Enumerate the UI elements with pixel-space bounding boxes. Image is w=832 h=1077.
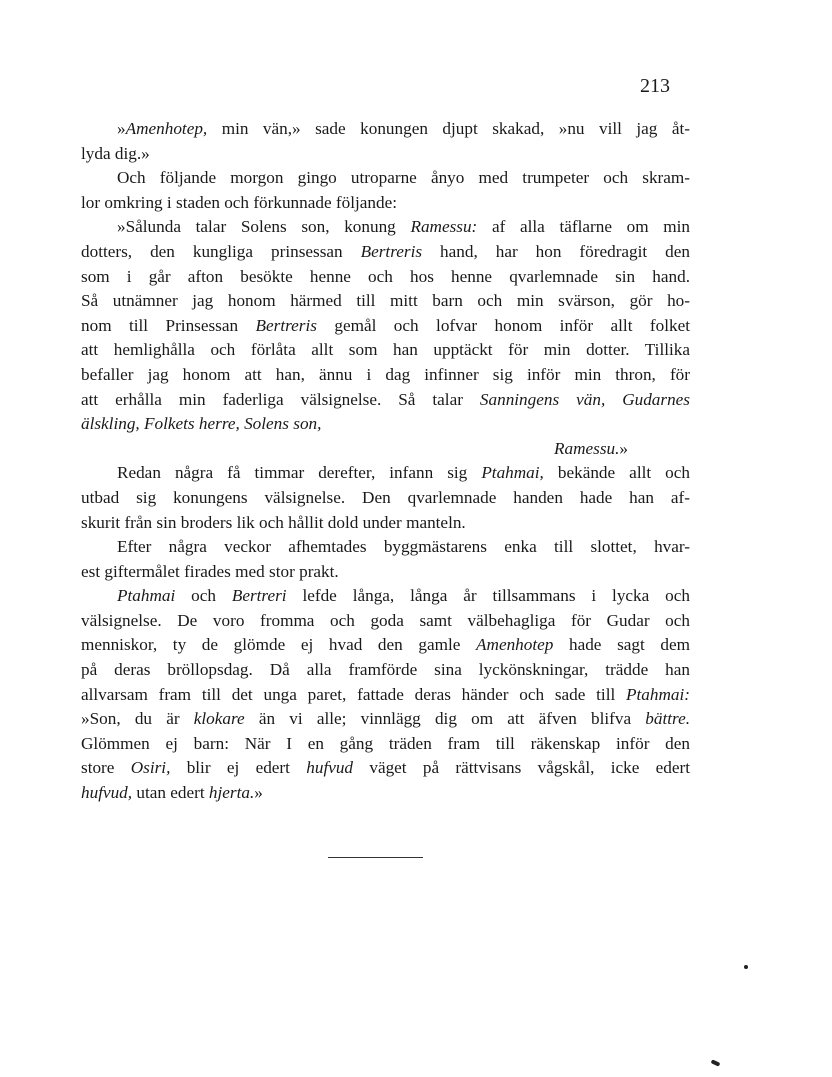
text-run: utan edert bbox=[132, 783, 209, 803]
text-run: lyda dig.» bbox=[81, 143, 150, 163]
italic-run: Ramessu. bbox=[554, 438, 620, 458]
italic-run: hufvud bbox=[306, 758, 354, 778]
text-line bbox=[81, 560, 690, 585]
text-line bbox=[81, 240, 690, 265]
text-run: lor omkring i staden och förkunnade följande: bbox=[81, 192, 397, 212]
text-line bbox=[81, 732, 690, 757]
text-line bbox=[81, 117, 690, 142]
text-line bbox=[81, 461, 690, 486]
text-line bbox=[81, 609, 690, 634]
text-line bbox=[81, 314, 690, 339]
italic-run: bättre. bbox=[645, 709, 690, 729]
text-run: allvarsam fram till det unga paret, fattade deras händer och sade till bbox=[81, 684, 627, 704]
italic-run: Bertreris bbox=[360, 241, 423, 261]
text-run: utbad sig konungens välsignelse. Den qvarlemnade handen hade han af- bbox=[81, 487, 690, 507]
text-line bbox=[81, 166, 690, 191]
italic-run: Ptahmai, bbox=[481, 463, 544, 483]
italic-run: Amenhotep, bbox=[125, 119, 208, 138]
text-line bbox=[81, 756, 690, 781]
text-line bbox=[81, 633, 690, 658]
text-line bbox=[81, 584, 690, 609]
text-run: välsignelse. De voro fromma och goda samt välbehagliga för Gudar och bbox=[81, 610, 690, 630]
text-line bbox=[81, 437, 690, 462]
text-run: gemål och lofvar honom inför allt folket bbox=[316, 315, 690, 335]
text-line bbox=[81, 215, 690, 240]
italic-run: hufvud, bbox=[81, 783, 133, 803]
text-line bbox=[81, 265, 690, 290]
page-number: 213 bbox=[640, 75, 670, 97]
text-run: min vän,» sade konungen djupt skakad, »nu vill jag åt- bbox=[207, 119, 690, 138]
italic-run: Bertreri bbox=[231, 586, 287, 606]
text-run: som i går afton besökte henne och hos henne qvarlemnade sin hand. bbox=[81, 266, 690, 286]
text-line bbox=[81, 486, 690, 511]
text-run: Glömmen ej barn: När I en gång träden fram till räkenskap inför den bbox=[81, 733, 690, 753]
text-run: skurit från sin broders lik och hållit dold under manteln. bbox=[81, 512, 466, 532]
italic-run: Osiri, bbox=[130, 758, 171, 778]
text-run: » bbox=[254, 783, 263, 803]
text-run: menniskor, ty de glömde ej hvad den gamle bbox=[81, 635, 477, 655]
text-line bbox=[81, 363, 690, 388]
text-run: af alla täflarne om min bbox=[477, 217, 691, 237]
text-run: »Sålunda talar Solens son, konung bbox=[117, 217, 411, 237]
text-run: hand, har hon föredragit den bbox=[422, 241, 690, 261]
text-line bbox=[81, 191, 690, 216]
text-run: est giftermålet firades med stor prakt. bbox=[81, 561, 339, 581]
section-end-rule bbox=[328, 857, 423, 858]
italic-run: älskling, Folkets herre, Solens son, bbox=[81, 414, 322, 434]
text-line bbox=[81, 658, 690, 683]
text-run: befaller jag honom att han, ännu i dag infinner sig inför min thron, för bbox=[81, 364, 690, 384]
body-text bbox=[81, 117, 690, 806]
text-line bbox=[81, 781, 690, 806]
text-run: »Son, du är bbox=[81, 709, 194, 729]
text-line bbox=[81, 511, 690, 536]
italic-run: Ramessu: bbox=[410, 217, 478, 237]
text-line bbox=[81, 289, 690, 314]
text-run: » bbox=[117, 119, 126, 138]
text-run: dotters, den kungliga prinsessan bbox=[81, 241, 361, 261]
text-run: väget på rättvisans vågskål, icke edert bbox=[353, 758, 690, 778]
print-speck bbox=[711, 1059, 721, 1066]
text-run: Och följande morgon gingo utroparne ånyo med trumpeter och skram- bbox=[117, 168, 690, 188]
print-speck bbox=[744, 965, 748, 969]
text-run: lefde långa, långa år tillsammans i lycka och bbox=[286, 586, 690, 606]
text-run: Redan några få timmar derefter, infann sig bbox=[117, 463, 482, 483]
text-run: » bbox=[619, 438, 628, 458]
text-run: nom till Prinsessan bbox=[81, 315, 256, 335]
text-run: bekände allt och bbox=[543, 463, 690, 483]
text-run: store bbox=[81, 758, 131, 778]
text-run: än vi alle; vinnlägg dig om att äfven blifva bbox=[244, 709, 646, 729]
text-run: och bbox=[175, 586, 232, 606]
italic-run: Ptahmai: bbox=[626, 684, 690, 704]
italic-run: Ptahmai bbox=[117, 586, 176, 606]
text-run: Efter några veckor afhemtades byggmästarens enka till slottet, hvar- bbox=[117, 537, 690, 557]
italic-run: klokare bbox=[193, 709, 245, 729]
italic-run: Sanningens vän, Gudarnes bbox=[479, 389, 690, 409]
text-line bbox=[81, 683, 690, 708]
italic-run: hjerta. bbox=[208, 783, 255, 803]
text-line bbox=[81, 535, 690, 560]
text-line bbox=[81, 707, 690, 732]
text-line bbox=[81, 338, 690, 363]
text-run: på deras bröllopsdag. Då alla framförde sina lyckönskningar, trädde han bbox=[81, 660, 690, 680]
italic-run: Amenhotep bbox=[476, 635, 554, 655]
text-run: blir ej edert bbox=[170, 758, 307, 778]
text-line bbox=[81, 388, 690, 413]
text-line bbox=[81, 412, 690, 437]
text-run: hade sagt dem bbox=[553, 635, 690, 655]
text-run: Så utnämner jag honom härmed till mitt barn och min svärson, gör ho- bbox=[81, 291, 690, 311]
italic-run: Bertreris bbox=[255, 315, 317, 335]
text-run: att hemlighålla och förlåta allt som han upptäckt för min dotter. Tillika bbox=[81, 340, 690, 360]
text-run: att erhålla min faderliga välsignelse. Så talar bbox=[81, 389, 480, 409]
text-line bbox=[81, 142, 690, 167]
